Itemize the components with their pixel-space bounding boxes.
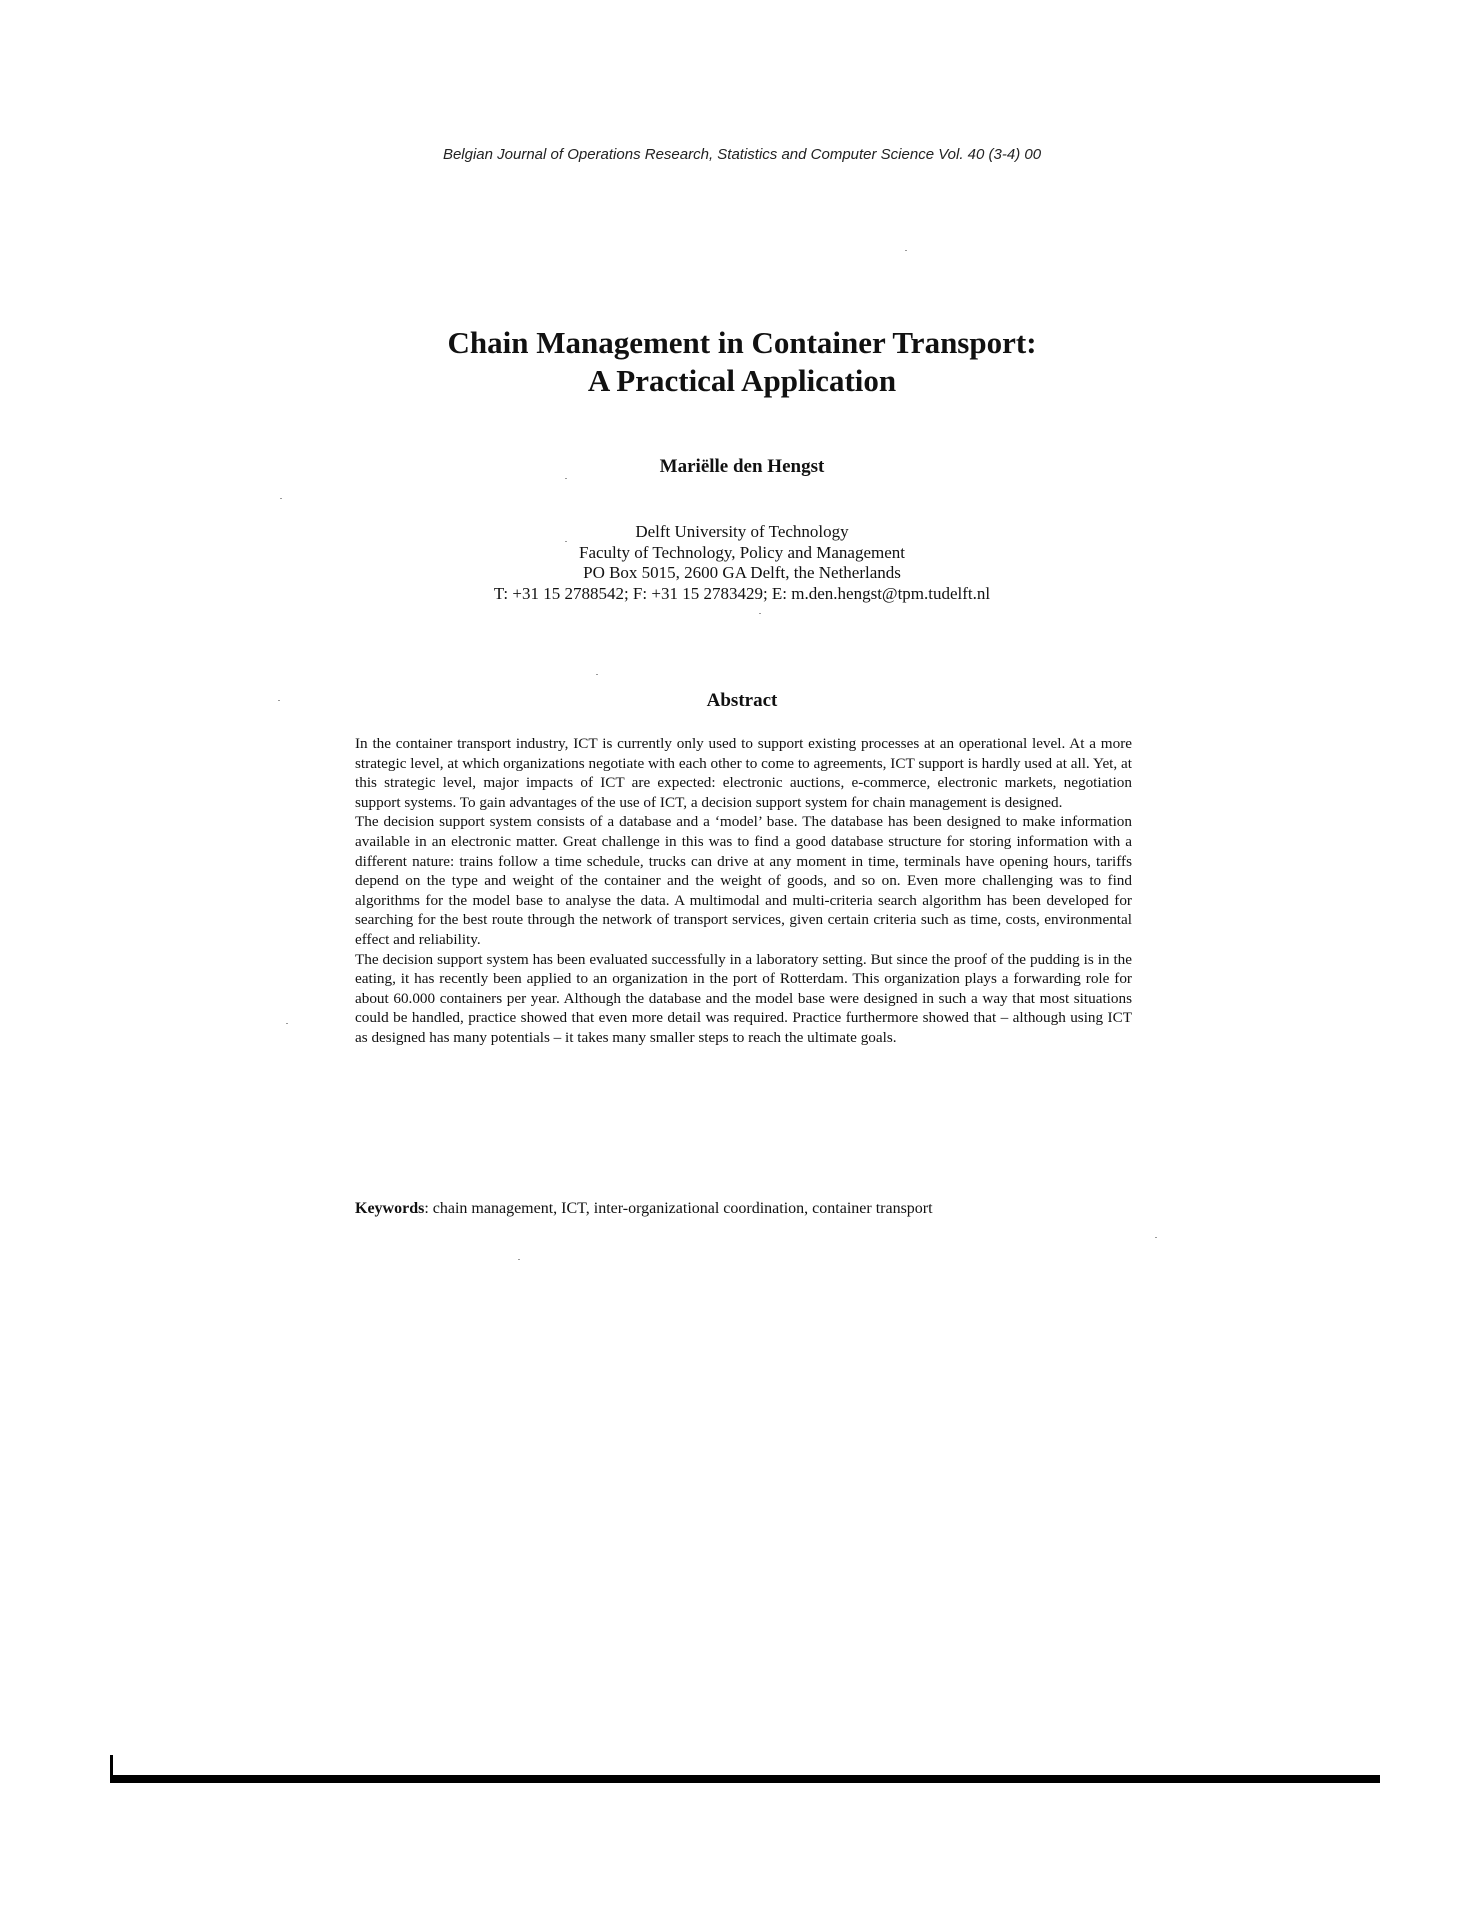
abstract-paragraph: The decision support system consists of a database and a ‘model’ base. The database has been designed to make information available in an electronic matter. Great challenge in this was to find a good database structure for storing information with a different nature: trains follow a time schedule, trucks can drive at any moment in time, terminals have opening hours, tariffs depend on the type and weight of the container and the weight of goods, and so on. Even more challenging was to find algorithms for the model base to analyse the data. A multimodal and multi-criteria search algorithm has been developed for searching for the best route through the network of transport services, given certain criteria such as time, costs, environmental effect and reliability.	[355, 813, 1132, 948]
scan-speck	[278, 700, 280, 701]
scan-speck	[565, 541, 567, 542]
affiliation	[0, 522, 1484, 604]
scan-speck	[286, 1023, 288, 1024]
paper-title	[0, 324, 1484, 400]
affiliation-faculty: Faculty of Technology, Policy and Management	[579, 542, 905, 562]
bottom-rule-tick	[110, 1755, 113, 1777]
scan-speck	[905, 250, 907, 251]
scan-speck	[565, 478, 567, 479]
abstract-paragraph: The decision support system has been evaluated successfully in a laboratory setting. But since the proof of the pudding is in the eating, it has recently been applied to an organization in the port of Rotterdam. This organization plays a forwarding role for about 60.000 containers per year. Although the database and the model base were designed in such a way that most situations could be handled, practice showed that even more detail was required. Practice furthermore showed that – although using ICT as designed has many potentials – it takes many smaller steps to reach the ultimate goals.	[355, 950, 1132, 1046]
abstract-paragraph: In the container transport industry, ICT is currently only used to support existing processes at an operational level. At a more strategic level, at which organizations negotiate with each other to come to agreements, ICT support is hardly used at all. Yet, at this strategic level, major impacts of ICT are expected: electronic auctions, e-commerce, electronic markets, negotiation support systems. To gain advantages of the use of ICT, a decision support system for chain management is designed.	[355, 735, 1132, 811]
scan-speck	[759, 613, 761, 614]
scan-speck	[596, 674, 598, 675]
scan-speck	[280, 498, 282, 499]
scan-speck	[1155, 1237, 1157, 1238]
affiliation-contact: T: +31 15 2788542; F: +31 15 2783429; E: m.den.hengst@tpm.tudelft.nl	[493, 583, 991, 603]
author-name: Mariëlle den Hengst	[659, 456, 825, 477]
keywords-text: : chain management, ICT, inter-organizational coordination, container transport	[424, 1200, 933, 1217]
scan-speck	[518, 1259, 520, 1260]
keywords-label: Keywords	[355, 1200, 425, 1217]
affiliation-university: Delft University of Technology	[635, 522, 849, 541]
abstract-body	[355, 734, 1132, 1048]
bottom-rule	[110, 1775, 1380, 1783]
abstract-heading: Abstract	[706, 690, 778, 711]
title-line-2: A Practical Application	[587, 363, 897, 398]
affiliation-address: PO Box 5015, 2600 GA Delft, the Netherlands	[583, 563, 901, 582]
title-line-1: Chain Management in Container Transport:	[447, 325, 1037, 360]
running-header: Belgian Journal of Operations Research, Statistics and Computer Science Vol. 40 (3-4) 00	[442, 146, 1042, 163]
keywords	[355, 1200, 1132, 1218]
